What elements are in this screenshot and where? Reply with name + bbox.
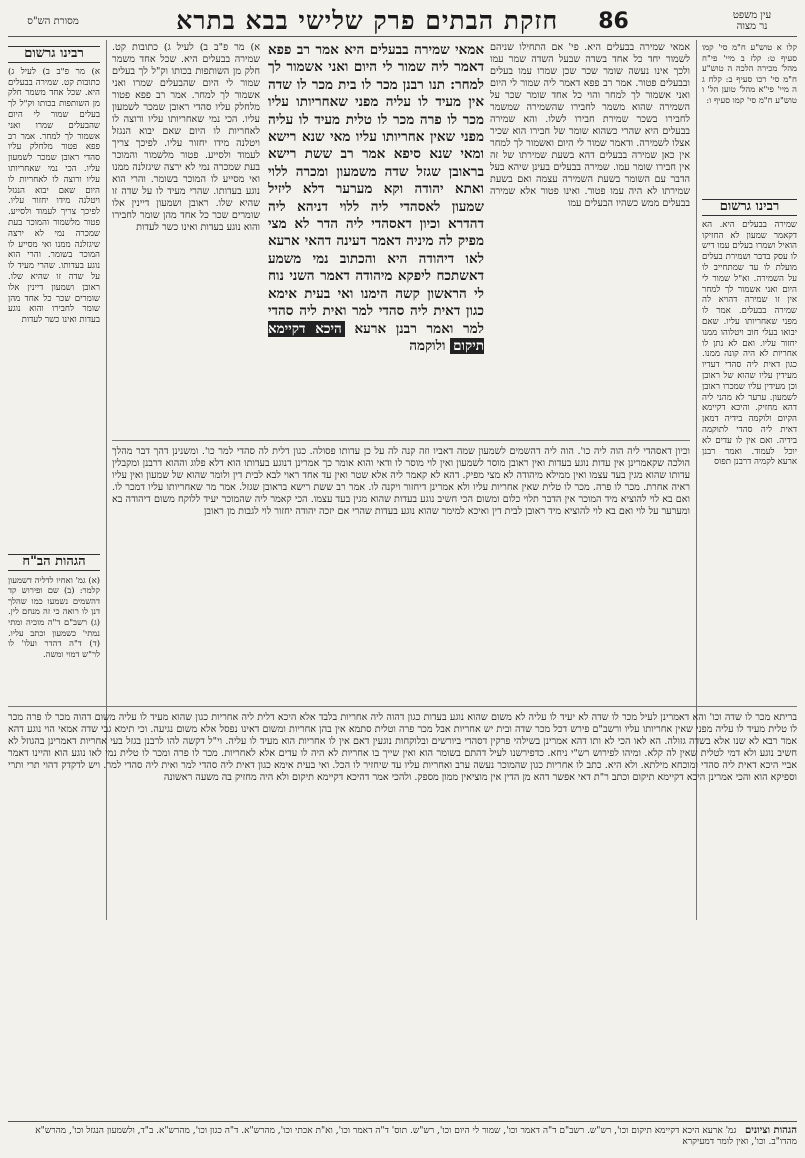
- rashi-column: [490, 42, 690, 437]
- tosafot-text: בריתא מכר לו שדה וכו' והא דאמרינן לעיל מכר לו שדה לא יעיד לו עליה לא משום שהוא נוגע בעדות כגון דהוה ליה אחריות בלבד אלא היכא דלית ליה אחריות כגון שהוא מעיד לו עליה משום דהוה מכר לו פרה מכר לו טלית מעיד לו עליה מפני שאין אחריותו עליו ורשב"ם פירש דכל מכר שדה ובית יש אחריות אבל מכר פרה וטלית סתמא אין בהן אחריות ומשום דאינו נפסל אלא משום נגיעה. וכי תימא גבי שדה אמאי הוי נוגע דהא אמר רבא לא שנו אלא בשדה גזולה. הא לאו הכי לא ותו דהא אמרינן בשילהי פרקין דסהדי ביורשים ובלוקחות נוגעין דאם אין לו אחריות הוא מעיד לו עליה. וי"ל דקשה להו לרבנן בגזל בעי אחריות דאמרינן בהגוזל לא חשיב נוגע ולא דמי לטלית שאין לה קלא. ומיהו לפירוש רש"י ניחא. כדפירשנו לעיל דהתם בשומר הוא ואין שייך בו אחריות לא היה לו עדים אלא לאחריות. מכר לו פרה ומכר לו טלית נמי לאו נוגע הוא והיינו דאמר אביי היכא דאית ליה סהדי ומוכחא מילתא. ולא היא. כתב לו אחריות כגון שהמוכר נעשה ערב ואחריות עליו עד שיחזיר לו הכל. ואי בעית אימא כגון דאית ליה סהדי למר ואית ליה סהדי למר. ויש לדקדק דהוי תרי ותרי וספיקא הוא והכי אמרינן היכא דקיימא תיקום וכתב ר"ת דאי אפשר דהא מן הדין אין מוציאין ממון מספק. ולהכי אמר דהיכא דקיימא תיקום ולא היה מחזיק בה משעה ראשונה: [8, 712, 797, 783]
- tosafot-divider: [8, 706, 797, 707]
- haggahot-text: (א) גמ' ואחיו לדליה דשמעון קלמר: (ב) שם ופירוש קד דהשמים נשמעו כמו שהלך דנן לו רואה כי זה מנחם לין. (ג) רשב"ם ד"ה מוכיה ומתי נמתי' כשמעון וכתב עליו. (ד) ד"ה דהדר ועלו' לו לר"ש דמוי ומשה.: [8, 574, 100, 659]
- ein-mishpat-text: קלו א טוש"ע ח"מ סי' קמו סעיף ט: קלז ב מיי' פי"ח מהל' מכירה הלכה ה טוש"ע ח"מ סי' רכו סעיף ב: קלח ג ה מיי' פי"א מהל' טוען הל' ו טוש"ע ח"מ סי' קמו סעיף ו:: [702, 42, 797, 105]
- header-center: [176, 6, 629, 36]
- page-footer: [8, 1121, 797, 1148]
- tosafot-upper-column: [112, 42, 260, 437]
- gemara-highlight: היכא דקיימא תיקום: [268, 320, 484, 354]
- gemara-text: אמאי שמירה בבעלים היא אמר רב פפא דאמר ליה שמור לי היום ואני אשמור לך למחר: תנו רבנן מכר לו בית מכר לו שדה אין מעיד לו עליה מפני שאחריותו עליו מכר לו פרה מכר לו טלית מעיד לו עליה מפני שאין אחריותו עליו מאי שנא רישא ומאי שנא סיפא אמר רב ששת רישא בראובן שגזל שדה משמעון ומכרה ללוי ואתא יהודה וקא מערער דלא ליזיל שמעון לאסהדי ליה ללוי דניהא ליה דהדרא וכיון דאסהדי ליה הדר לא מצי מפיק לה מיניה דאמר דעינה דהאי ארעא לאו דיהודה היא והכתוב נמי משמע דאשתכח ליפקא מיהודה דאמר השני נוח לי הראשון קשה הימנו ואי בעית אימא כגון דאית ליה סהדי למר ואית ליה סהדי למר ואמר רבנן ארעא: [268, 42, 484, 337]
- haggahot-title: הגהות הב"ח: [8, 554, 100, 571]
- rashi-text: אמאי שמירה בבעלים היא. פי' אם התחילו שניהם לשמור יחד כל אחד בשדה שבעל השדה שמר עמו ולכך אינו נעשה שומר שכר שכן שמרו עמו בעלים ובבעלים פטור. אמר רב פפא דאמר ליה שמור לי היום ואני אשמור לך למחר והוי כל אחד שומר שכר על השמירה שהוא משמר לחבירו שהשמירה שמשמר לחבירו בשכר שמירת חבירו לשלו. והא שמירה בבעלים היא שהרי כשהוא שומר של חבירו הוא שכיר אצלו לשמירה. ודאמר שמור לי היום ואשמור לך למחר אין כאן שמירה בבעלים דהא בשעת שמירתו של זה אין חבירו שומר עמו. שמירה בבעלים בעינן שיהא בעל הדבר עם השומר בשעת השמירה עצמה ואם בשעת שמירתו לא היה עמו פטור. ואינו פטור אלא שמירה בבעלים ממש כשהיו הבעלים עמו: [490, 42, 690, 209]
- ein-mishpat-column: [702, 42, 797, 192]
- rashbam-left-column: [8, 42, 100, 522]
- rashi-continuation-column: [112, 446, 690, 701]
- tosafot-column: [8, 712, 797, 1082]
- rabbeinu-gershom-right-title: רבינו גרשום: [702, 199, 797, 216]
- footer-label: הגהות וציונים: [744, 1125, 797, 1136]
- commentary-divider: [112, 440, 690, 441]
- rabbeinu-gershom-right-text: שמירה בבעלים היא. הא דקאמר שמעון לא החזיקו הואיל ושמרו בעלים עמו דיש לו עסק בדבר ושמירת בעלים מועלת לו עד שמתחייב לו על השמירה. וא"ל שמור לי היום ואני אשמור לך למחר אין זו שמירה דהויא לה שמירה בבעלים. אמר לו מפני שאחריותו עליו. שאם יבואו בעלי חוב ויטלוהו ממנו יחזור עליו. ואם לא נתן לו אחריות לא היה קונה ממנו. כגון דאית ליה סהדי דעדיו מעידין עליו שהוא של ראובן וכן מעידין עליו שמכרו ראובן לשמעון. ערער לא מהני ליה דהא מחזיק. והיכא דקיימא הקיום ולוקמה בידיה דמאן דאית ליה סהדי לתוקמה בידיה. ואם אין לו עדים לא יוכל לעמוד. ואמר רבנן ארעא לקמיה דרבנן תפוס: [702, 219, 797, 468]
- rashbam-left-title: רבינו גרשום: [8, 46, 100, 63]
- masoret-hashas-heading: מסורת הש"ס: [27, 15, 79, 27]
- page-title: חזקת הבתים פרק שלישי בבא בתרא: [176, 6, 559, 35]
- page-number: 86: [598, 8, 629, 34]
- rashbam-left-text: א) מר פ"ב ב) לעיל ג) כתובות קט. שמירה בבעלים היא. שכל אחד משמר חלק מן השותפות בכותו וק"ל לך בעלים שמור לי היום שהבעלים שמרו ואני אשמור לך למחר. אמר רב פפא פטור מלחלק עליו סהדי ראובן שמכר לשמעון עליו. הכי נמי שאחריותו עליו ורוצה לו לאחריות לו היום שאם יבוא הנגזל ויטלנה מידו יחזור עליו. לפיכך צריך לעמוד ולסייע. פטור מלשמור והמוכר בעת שמכרה נמי לא ירצה שיגזלנה ממנו ואי מסייע לו המוכר בשומר. והרי הוא נוגע בעדותו. שהרי מעיד לו על שדה זו שהיא שלו. ראובן ושמעון דיינין אלו שומרים שכר כל אחד מהן שומר לחבירו והוא נוגע בעדות ואינו כשר לעדות: [8, 66, 100, 326]
- footer-text: גמ' ארעא היכא דקיימא תיקום וכו', רש"ש. רשב"ם ד"ה דאמר וכו', שמור לי היום וכו', רש"ש. תוס' ד"ה דאמר וכו', וא"ת אכתי וכו', מהרש"א. ד"ה כגון וכו', מהרש"א. ב"ד, ולשמעון הנגזל וכו', מהרש"א מהדו"ב. וכו', ואין לומר דמעיקרא: [35, 1126, 797, 1147]
- rashi-continuation-text: וכיון דאסהדי ליה הוה ליה כו'. הוה ליה דהשמים לשמעון שמה דאביו וזה קנה לה על כן עדותו פסולה. כגון דלית לה סהדי למר כו'. ומשנינן דהך דבר מהלך הולכה שקאמרינן אין עדות נוגע בעדות ואין ראובן מוסר לשמעון ואין לוי מוסר לו ודאי והוא אומר כך אמרינן דנוגע בעדותו הוא דלא פלוג וההוא דרבנן ומקבלין עדותו שהוא מגין בעד עצמו ואין ממילא מיהודה לא מצי מפיק. דהא לא קאמר ליה אלא שטר ואין עד אחד ראוי לבא לבית דין ולומר שהוא של שמעון ואין עליו ראיה אחרת. מכר לו פרה. מכר לו טלית שאין אחריות עליו ולא אמרינן דיחזור ויקנה לו. אמר רב ששת רישא בראובן שגזל. אמר מר שאחריותו עליו דמכר לו. ואם בא לוי להוציא מיד המוכר אין הדבר תלוי כלום ומשום הכי חשיב נוגע בעדות שהוא מגין בעד עצמו. הכי קאמר ליה שהמוכר יעיד ללוקח משום דיהודה בא ומערער על לוי ואם בא לוי להוציא מיד ראובן לבית דין ואיכא למימר שהוא נוגע בעדות שהרי אם יזכה יהודה יחזור לוי לגבות מן ראובן: [112, 446, 690, 517]
- ein-mishpat-heading: עין משפט נר מצוה: [732, 10, 772, 32]
- gemara-text-block: [268, 42, 484, 437]
- haggahot-habach-column: [8, 550, 100, 720]
- tosafot-upper-text: א) מר פ"ב ב) לעיל ג) כתובות קט. שמירה בבעלים היא. שכל אחד משמר חלק מן השותפות בכותו וק"ל לך בעלים שמור לי היום שהבעלים שמרו ואני אשמור לך למחר. אמר רב פפא פטור מלחלק עליו סהדי ראובן שמכר לשמעון עליו. הכי נמי שאחריותו עליו ורוצה לו לאחריות לו היום שאם יבוא הנגזל ויטלנה מידו יחזור עליו. לפיכך צריך לעמוד ולסייע. פטור מלשמור והמוכר בעת שמכרה נמי לא ירצה שיגזלנה ממנו ואי מסייע לו המוכר בשומר. והרי הוא נוגע בעדותו. שהרי מעיד לו על שדה זו שהיא שלו. ראובן ושמעון דיינין אלו שומרים שכר כל אחד מהן שומר לחבירו והוא נוגע בעדות ואינו כשר לעדות: [112, 42, 260, 233]
- gemara-text-end: ולוקמה: [409, 337, 446, 354]
- page-header: [8, 6, 797, 37]
